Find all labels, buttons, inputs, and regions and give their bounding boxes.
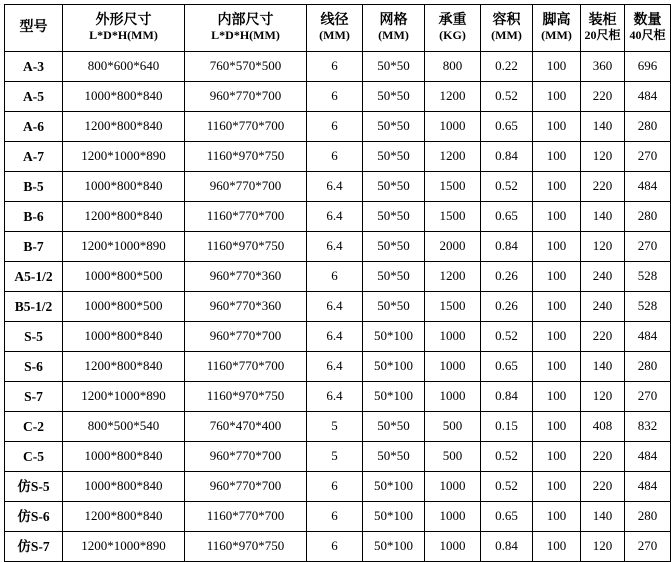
- table-cell: 220: [581, 322, 625, 352]
- table-cell: 1000: [425, 502, 481, 532]
- table-cell: 1000*800*840: [63, 322, 185, 352]
- table-cell: 6: [307, 112, 363, 142]
- table-cell: 100: [533, 112, 581, 142]
- table-cell: 100: [533, 472, 581, 502]
- table-cell: 100: [533, 262, 581, 292]
- cell-model: B-5: [5, 172, 63, 202]
- table-cell: 50*50: [363, 442, 425, 472]
- table-cell: 100: [533, 202, 581, 232]
- table-cell: 100: [533, 292, 581, 322]
- table-cell: 484: [625, 442, 671, 472]
- cell-model: 仿S-7: [5, 532, 63, 562]
- table-cell: 360: [581, 52, 625, 82]
- header-title: 型号: [19, 19, 48, 35]
- table-cell: 6.4: [307, 232, 363, 262]
- table-cell: 1160*970*750: [185, 382, 307, 412]
- table-cell: 1200*800*840: [63, 352, 185, 382]
- table-cell: 1000*800*840: [63, 442, 185, 472]
- table-row: [5, 322, 671, 352]
- cell-model: S-6: [5, 352, 63, 382]
- table-cell: 0.84: [481, 532, 533, 562]
- table-cell: 6.4: [307, 292, 363, 322]
- table-cell: 2000: [425, 232, 481, 262]
- table-cell: 1000*800*840: [63, 472, 185, 502]
- table-cell: 140: [581, 352, 625, 382]
- table-cell: 960*770*360: [185, 262, 307, 292]
- table-cell: 270: [625, 532, 671, 562]
- header-unit: (MM): [319, 28, 350, 43]
- header-unit: (KG): [439, 28, 466, 43]
- table-cell: 140: [581, 502, 625, 532]
- table-cell: 120: [581, 232, 625, 262]
- table-cell: 50*100: [363, 502, 425, 532]
- table-cell: 100: [533, 232, 581, 262]
- header-title: 承重: [438, 13, 467, 29]
- table-cell: 6.4: [307, 352, 363, 382]
- table-cell: 100: [533, 412, 581, 442]
- table-cell: 1200*1000*890: [63, 232, 185, 262]
- table-cell: 100: [533, 82, 581, 112]
- table-cell: 1000*800*500: [63, 262, 185, 292]
- table-cell: 960*770*700: [185, 82, 307, 112]
- table-cell: 50*50: [363, 262, 425, 292]
- table-cell: 800*600*640: [63, 52, 185, 82]
- cell-model: S-5: [5, 322, 63, 352]
- table-cell: 1000: [425, 472, 481, 502]
- table-cell: 760*570*500: [185, 52, 307, 82]
- table-cell: 50*50: [363, 202, 425, 232]
- table-cell: 1000: [425, 322, 481, 352]
- header-unit: (MM): [378, 28, 409, 43]
- table-cell: 140: [581, 202, 625, 232]
- table-cell: 500: [425, 442, 481, 472]
- table-cell: 1160*770*700: [185, 352, 307, 382]
- table-cell: 0.84: [481, 232, 533, 262]
- specification-table: [4, 4, 671, 562]
- table-cell: 960*770*360: [185, 292, 307, 322]
- table-cell: 1200: [425, 142, 481, 172]
- table-cell: 0.15: [481, 412, 533, 442]
- table-cell: 100: [533, 382, 581, 412]
- cell-model: B-6: [5, 202, 63, 232]
- table-cell: 0.65: [481, 112, 533, 142]
- header-cell-foot-height: [533, 5, 581, 52]
- table-cell: 100: [533, 322, 581, 352]
- table-cell: 1000*800*840: [63, 82, 185, 112]
- table-row: [5, 292, 671, 322]
- table-cell: 960*770*700: [185, 322, 307, 352]
- header-cell-wire-diameter: [307, 5, 363, 52]
- table-cell: 6.4: [307, 172, 363, 202]
- table-cell: 0.52: [481, 472, 533, 502]
- table-cell: 696: [625, 52, 671, 82]
- table-cell: 100: [533, 142, 581, 172]
- table-cell: 1500: [425, 202, 481, 232]
- table-cell: 0.22: [481, 52, 533, 82]
- table-cell: 270: [625, 232, 671, 262]
- table-row: [5, 502, 671, 532]
- table-cell: 50*100: [363, 382, 425, 412]
- table-cell: 50*50: [363, 412, 425, 442]
- table-cell: 1200: [425, 82, 481, 112]
- header-unit: (MM): [541, 28, 572, 43]
- table-cell: 5: [307, 442, 363, 472]
- table-cell: 1160*770*700: [185, 502, 307, 532]
- header-cell-mesh: [363, 5, 425, 52]
- table-cell: 50*50: [363, 52, 425, 82]
- header-cell-inner-size: [185, 5, 307, 52]
- table-cell: 1200: [425, 262, 481, 292]
- table-cell: 0.26: [481, 292, 533, 322]
- header-unit: (MM): [491, 28, 522, 43]
- table-cell: 220: [581, 172, 625, 202]
- table-cell: 6: [307, 82, 363, 112]
- table-row: [5, 172, 671, 202]
- table-cell: 528: [625, 262, 671, 292]
- table-cell: 6.4: [307, 382, 363, 412]
- table-cell: 120: [581, 532, 625, 562]
- header-cell-volume: [481, 5, 533, 52]
- table-cell: 0.65: [481, 352, 533, 382]
- table-cell: 832: [625, 412, 671, 442]
- table-cell: 280: [625, 202, 671, 232]
- table-cell: 1000*800*500: [63, 292, 185, 322]
- cell-model: A-3: [5, 52, 63, 82]
- table-cell: 1160*770*700: [185, 112, 307, 142]
- table-cell: 50*50: [363, 112, 425, 142]
- table-cell: 0.65: [481, 202, 533, 232]
- cell-model: B5-1/2: [5, 292, 63, 322]
- table-cell: 6: [307, 472, 363, 502]
- table-cell: 500: [425, 412, 481, 442]
- table-header: [5, 5, 671, 52]
- table-cell: 6: [307, 532, 363, 562]
- header-title: 线径: [320, 13, 349, 29]
- table-cell: 960*770*700: [185, 172, 307, 202]
- table-cell: 280: [625, 502, 671, 532]
- table-body: [5, 52, 671, 562]
- table-cell: 1200*1000*890: [63, 382, 185, 412]
- table-cell: 1200*800*840: [63, 202, 185, 232]
- cell-model: C-5: [5, 442, 63, 472]
- table-cell: 50*100: [363, 322, 425, 352]
- header-cell-container-20ft: [581, 5, 625, 52]
- table-row: [5, 82, 671, 112]
- table-cell: 0.52: [481, 172, 533, 202]
- header-title: 脚高: [542, 13, 571, 29]
- table-cell: 50*100: [363, 532, 425, 562]
- table-cell: 1160*770*700: [185, 202, 307, 232]
- table-row: [5, 352, 671, 382]
- table-cell: 100: [533, 52, 581, 82]
- table-cell: 1160*970*750: [185, 142, 307, 172]
- table-cell: 800*500*540: [63, 412, 185, 442]
- table-row: [5, 412, 671, 442]
- table-cell: 270: [625, 382, 671, 412]
- table-row: [5, 112, 671, 142]
- cell-model: C-2: [5, 412, 63, 442]
- table-cell: 1000: [425, 532, 481, 562]
- cell-model: A-5: [5, 82, 63, 112]
- table-row: [5, 472, 671, 502]
- table-cell: 50*50: [363, 232, 425, 262]
- table-cell: 408: [581, 412, 625, 442]
- table-row: [5, 232, 671, 262]
- table-cell: 220: [581, 82, 625, 112]
- table-cell: 50*50: [363, 82, 425, 112]
- header-cell-container-40ft: [625, 5, 671, 52]
- table-cell: 1160*970*750: [185, 532, 307, 562]
- table-cell: 1000: [425, 382, 481, 412]
- table-cell: 120: [581, 142, 625, 172]
- table-cell: 280: [625, 112, 671, 142]
- header-title: 外形尺寸: [95, 13, 152, 29]
- table-cell: 0.65: [481, 502, 533, 532]
- table-cell: 6: [307, 142, 363, 172]
- table-cell: 5: [307, 412, 363, 442]
- table-cell: 1160*970*750: [185, 232, 307, 262]
- table-cell: 1500: [425, 292, 481, 322]
- header-unit: 40尺柜: [629, 28, 666, 43]
- table-cell: 240: [581, 292, 625, 322]
- table-cell: 528: [625, 292, 671, 322]
- table-cell: 0.26: [481, 262, 533, 292]
- header-cell-load: [425, 5, 481, 52]
- table-cell: 140: [581, 112, 625, 142]
- table-cell: 960*770*700: [185, 472, 307, 502]
- table-cell: 1500: [425, 172, 481, 202]
- table-cell: 0.84: [481, 142, 533, 172]
- header-row: [5, 5, 671, 52]
- header-unit: 20尺柜: [584, 28, 621, 43]
- table-cell: 100: [533, 172, 581, 202]
- table-cell: 960*770*700: [185, 442, 307, 472]
- table-cell: 220: [581, 472, 625, 502]
- table-cell: 6: [307, 262, 363, 292]
- cell-model: 仿S-6: [5, 502, 63, 532]
- header-unit: L*D*H(MM): [211, 28, 280, 43]
- table-cell: 100: [533, 532, 581, 562]
- table-cell: 100: [533, 502, 581, 532]
- table-cell: 1000: [425, 112, 481, 142]
- table-cell: 800: [425, 52, 481, 82]
- header-title: 内部尺寸: [217, 13, 274, 29]
- table-cell: 1200*800*840: [63, 112, 185, 142]
- table-cell: 484: [625, 472, 671, 502]
- header-cell-model: [5, 5, 63, 52]
- table-cell: 100: [533, 352, 581, 382]
- table-row: [5, 202, 671, 232]
- table-cell: 50*50: [363, 292, 425, 322]
- table-row: [5, 532, 671, 562]
- table-cell: 220: [581, 442, 625, 472]
- table-cell: 484: [625, 82, 671, 112]
- table-cell: 1200*1000*890: [63, 532, 185, 562]
- header-title: 网格: [379, 13, 408, 29]
- table-cell: 6: [307, 52, 363, 82]
- table-cell: 50*100: [363, 352, 425, 382]
- header-cell-outer-size: [63, 5, 185, 52]
- cell-model: A-6: [5, 112, 63, 142]
- table-cell: 1000: [425, 352, 481, 382]
- table-cell: 6.4: [307, 322, 363, 352]
- header-title: 装柜: [588, 13, 617, 29]
- table-cell: 50*50: [363, 172, 425, 202]
- table-cell: 760*470*400: [185, 412, 307, 442]
- table-row: [5, 442, 671, 472]
- cell-model: A-7: [5, 142, 63, 172]
- table-cell: 50*100: [363, 472, 425, 502]
- table-row: [5, 382, 671, 412]
- header-title: 数量: [633, 13, 662, 29]
- table-row: [5, 52, 671, 82]
- cell-model: B-7: [5, 232, 63, 262]
- cell-model: S-7: [5, 382, 63, 412]
- table-cell: 0.52: [481, 442, 533, 472]
- table-row: [5, 262, 671, 292]
- cell-model: A5-1/2: [5, 262, 63, 292]
- table-cell: 1000*800*840: [63, 172, 185, 202]
- table-row: [5, 142, 671, 172]
- table-cell: 280: [625, 352, 671, 382]
- table-cell: 6.4: [307, 202, 363, 232]
- table-cell: 0.84: [481, 382, 533, 412]
- table-cell: 120: [581, 382, 625, 412]
- table-cell: 484: [625, 172, 671, 202]
- table-cell: 6: [307, 502, 363, 532]
- table-cell: 1200*800*840: [63, 502, 185, 532]
- table-cell: 240: [581, 262, 625, 292]
- table-cell: 1200*1000*890: [63, 142, 185, 172]
- cell-model: 仿S-5: [5, 472, 63, 502]
- table-cell: 0.52: [481, 82, 533, 112]
- table-cell: 100: [533, 442, 581, 472]
- header-unit: L*D*H(MM): [89, 28, 158, 43]
- table-cell: 50*50: [363, 142, 425, 172]
- table-cell: 0.52: [481, 322, 533, 352]
- header-title: 容积: [492, 13, 521, 29]
- table-cell: 270: [625, 142, 671, 172]
- table-cell: 484: [625, 322, 671, 352]
